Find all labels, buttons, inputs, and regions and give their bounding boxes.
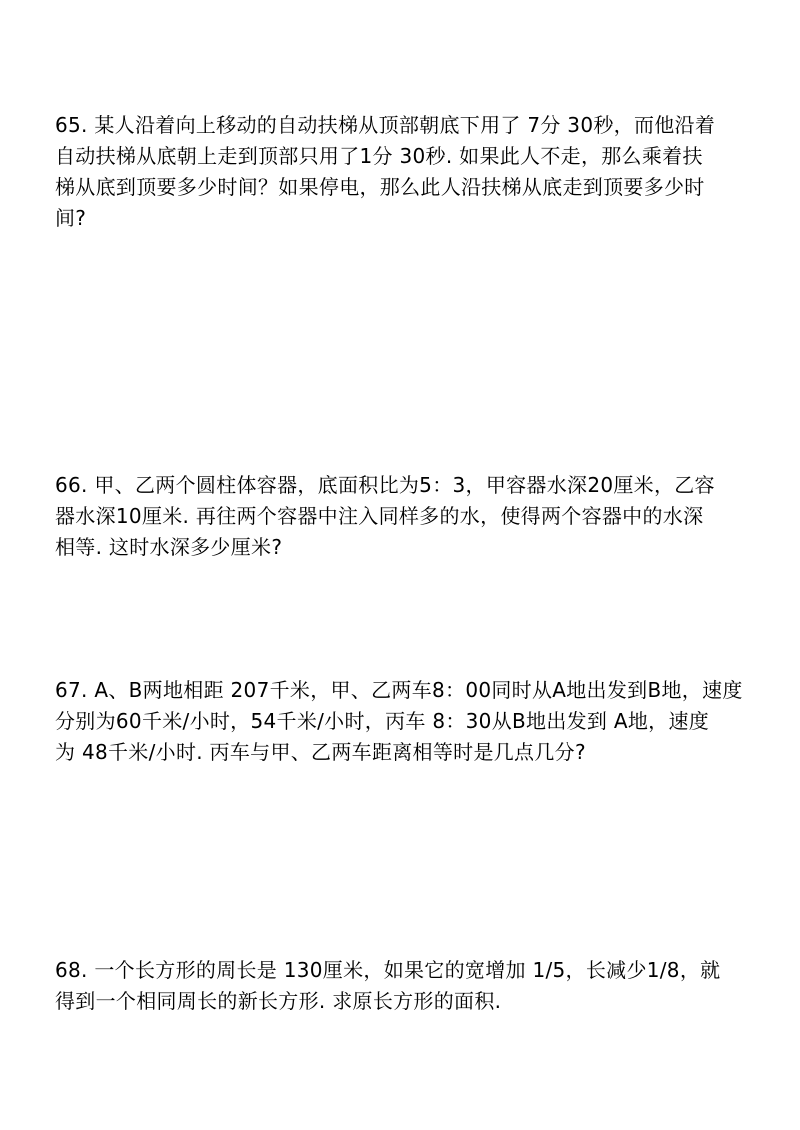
problem-65-line-2: 自动扶梯从底朝上走到顶部只用了1分 30秒. 如果此人不走，那么乘着扶 <box>55 144 703 168</box>
problem-67-line-3: 为 48千米/小时. 丙车与甲、乙两车距离相等时是几点几分? <box>55 740 586 764</box>
problem-65-line-1: 65. 某人沿着向上移动的自动扶梯从顶部朝底下用了 7分 30秒，而他沿着 <box>55 113 716 137</box>
problem-66-line-2: 器水深10厘米. 再往两个容器中注入同样多的水，使得两个容器中的水深 <box>55 504 704 528</box>
problem-66-line-1: 66. 甲、乙两个圆柱体容器，底面积比为5：3，甲容器水深20厘米，乙容 <box>55 473 715 497</box>
problem-68-line-2: 得到一个相同周长的新长方形. 求原长方形的面积. <box>55 989 502 1013</box>
problem-66-line-3: 相等. 这时水深多少厘米? <box>55 535 283 559</box>
problem-65-line-3: 梯从底到顶要多少时间？如果停电，那么此人沿扶梯从底走到顶要多少时 <box>55 175 705 199</box>
problem-65 <box>55 110 755 234</box>
problem-67-line-1: 67. A、B两地相距 207千米，甲、乙两车8：00同时从A地出发到B地，速度 <box>55 678 743 702</box>
problem-68 <box>55 955 755 1017</box>
problem-68-line-1: 68. 一个长方形的周长是 130厘米，如果它的宽增加 1/5，长减少1/8，就 <box>55 958 721 982</box>
problem-67-line-2: 分别为60千米/小时，54千米/小时，丙车 8：30从B地出发到 A地，速度 <box>55 709 710 733</box>
problem-65-line-4: 间? <box>55 206 87 230</box>
problem-67 <box>55 675 755 768</box>
problem-66 <box>55 470 755 563</box>
